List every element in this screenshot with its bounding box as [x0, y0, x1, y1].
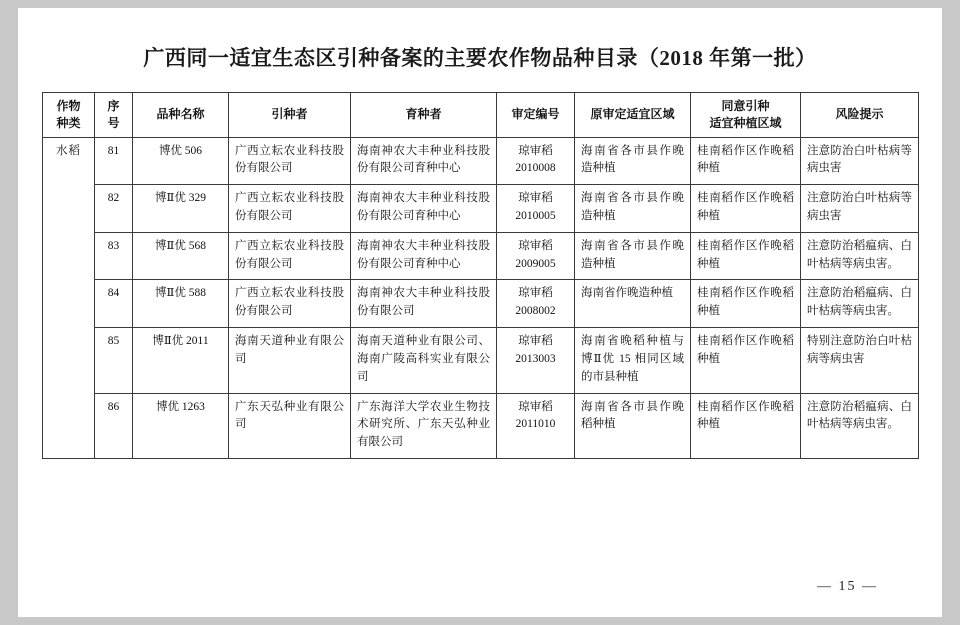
cell-variety-name: 博优 506 — [133, 137, 229, 185]
column-header-original-region: 原审定适宜区域 — [575, 93, 691, 138]
cell-variety-name: 博Ⅱ优 568 — [133, 232, 229, 280]
cell-variety-name: 博Ⅱ优 329 — [133, 185, 229, 233]
cell-original-region: 海南省作晚造种植 — [575, 280, 691, 328]
column-header-risk: 风险提示 — [801, 93, 919, 138]
cell-approval-code: 琼审稻 2013003 — [497, 328, 575, 393]
cell-breeder: 海南神农大丰种业科技股份有限公司育种中心 — [351, 185, 497, 233]
cell-risk: 特别注意防治白叶枯病等病虫害 — [801, 328, 919, 393]
cell-original-region: 海南省各市县作晚造种植 — [575, 232, 691, 280]
page-title: 广西同一适宜生态区引种备案的主要农作物品种目录（2018 年第一批） — [143, 46, 817, 70]
cell-risk: 注意防治白叶枯病等病虫害 — [801, 185, 919, 233]
cell-agreed-region: 桂南稻作区作晚稻种植 — [691, 185, 801, 233]
column-header-breeder: 育种者 — [351, 93, 497, 138]
cell-introducer: 广东天弘种业有限公司 — [229, 393, 351, 458]
table-row — [43, 328, 919, 393]
cell-agreed-region: 桂南稻作区作晚稻种植 — [691, 393, 801, 458]
cell-introducer: 广西立耘农业科技股份有限公司 — [229, 185, 351, 233]
cell-original-region: 海南省各市县作晚造种植 — [575, 137, 691, 185]
cell-introducer: 海南天道种业有限公司 — [229, 328, 351, 393]
table-row — [43, 137, 919, 185]
cell-risk: 注意防治白叶枯病等病虫害 — [801, 137, 919, 185]
document-page — [18, 8, 942, 617]
column-header-variety-name: 品种名称 — [133, 93, 229, 138]
page-number: — 15 — — [817, 579, 878, 594]
column-header-approval-code: 审定编号 — [497, 93, 575, 138]
cell-variety-name: 博Ⅱ优 588 — [133, 280, 229, 328]
cell-breeder: 广东海洋大学农业生物技术研究所、广东天弘种业有限公司 — [351, 393, 497, 458]
cell-sequence: 86 — [95, 393, 133, 458]
cell-agreed-region: 桂南稻作区作晚稻种植 — [691, 328, 801, 393]
cell-variety-name: 博优 1263 — [133, 393, 229, 458]
cell-sequence: 84 — [95, 280, 133, 328]
cell-sequence: 85 — [95, 328, 133, 393]
cell-breeder: 海南天道种业有限公司、海南广陵高科实业有限公司 — [351, 328, 497, 393]
cell-variety-name: 博Ⅱ优 2011 — [133, 328, 229, 393]
catalog-table-container — [18, 92, 942, 459]
table-row — [43, 393, 919, 458]
cell-approval-code: 琼审稻 2010005 — [497, 185, 575, 233]
cell-original-region: 海南省各市县作晚稻种植 — [575, 393, 691, 458]
cell-approval-code: 琼审稻 2010008 — [497, 137, 575, 185]
cell-breeder: 海南神农大丰种业科技股份有限公司育种中心 — [351, 232, 497, 280]
cell-original-region: 海南省晚稻种植与博Ⅱ优 15 相同区域的市县种植 — [575, 328, 691, 393]
cell-introducer: 广西立耘农业科技股份有限公司 — [229, 232, 351, 280]
column-header-introducer: 引种者 — [229, 93, 351, 138]
cell-risk: 注意防治稻瘟病、白叶枯病等病虫害。 — [801, 280, 919, 328]
cell-agreed-region: 桂南稻作区作晚稻种植 — [691, 137, 801, 185]
table-row — [43, 232, 919, 280]
table-row — [43, 280, 919, 328]
column-header-sequence: 序 号 — [95, 93, 133, 138]
cell-agreed-region: 桂南稻作区作晚稻种植 — [691, 232, 801, 280]
cell-original-region: 海南省各市县作晚造种植 — [575, 185, 691, 233]
cell-approval-code: 琼审稻 2011010 — [497, 393, 575, 458]
column-header-agreed-region: 同意引种 适宜种植区域 — [691, 93, 801, 138]
table-body — [43, 137, 919, 458]
cell-sequence: 83 — [95, 232, 133, 280]
cell-risk: 注意防治稻瘟病、白叶枯病等病虫害。 — [801, 232, 919, 280]
cell-approval-code: 琼审稻 2009005 — [497, 232, 575, 280]
cell-approval-code: 琼审稻 2008002 — [497, 280, 575, 328]
cell-introducer: 广西立耘农业科技股份有限公司 — [229, 280, 351, 328]
cell-sequence: 81 — [95, 137, 133, 185]
cell-risk: 注意防治稻瘟病、白叶枯病等病虫害。 — [801, 393, 919, 458]
table-row — [43, 185, 919, 233]
table-header-row — [43, 93, 919, 138]
column-header-crop-kind: 作物 种类 — [43, 93, 95, 138]
cell-crop-kind: 水稻 — [43, 137, 95, 458]
cell-breeder: 海南神农大丰种业科技股份有限公司 — [351, 280, 497, 328]
variety-catalog-table — [42, 92, 919, 459]
cell-introducer: 广西立耘农业科技股份有限公司 — [229, 137, 351, 185]
cell-sequence: 82 — [95, 185, 133, 233]
cell-breeder: 海南神农大丰种业科技股份有限公司育种中心 — [351, 137, 497, 185]
cell-agreed-region: 桂南稻作区作晚稻种植 — [691, 280, 801, 328]
